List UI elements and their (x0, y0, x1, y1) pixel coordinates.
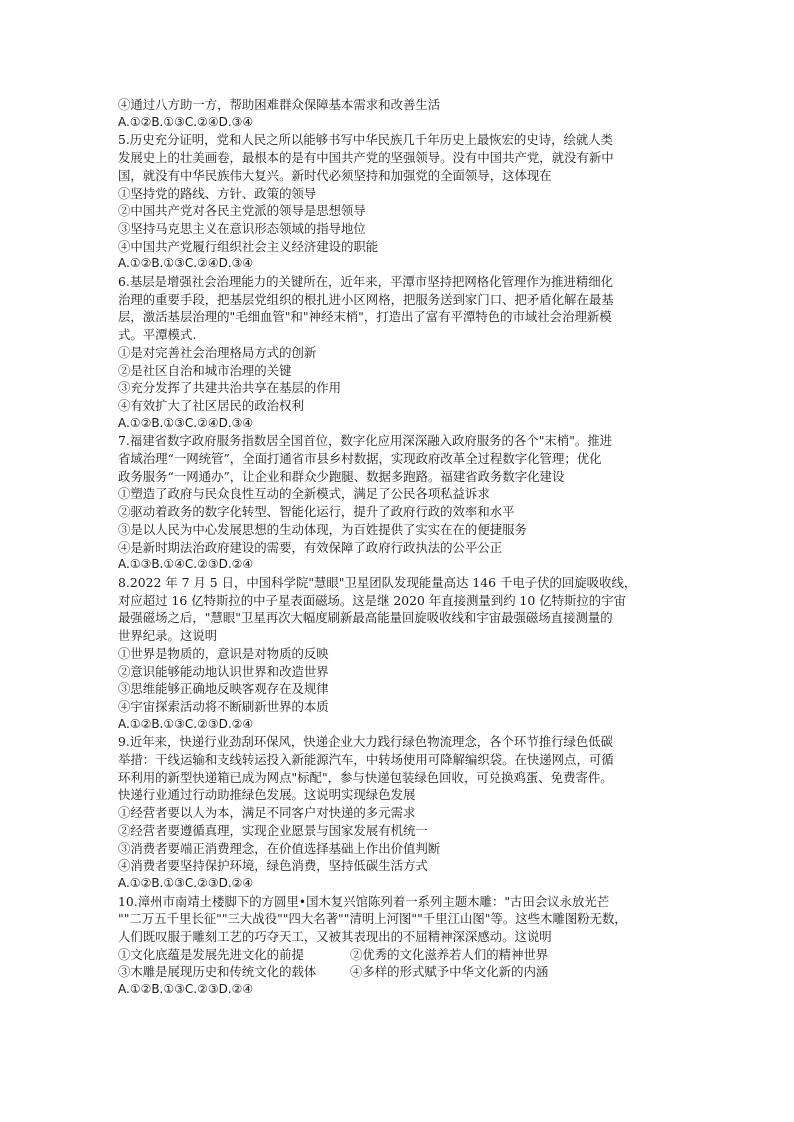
option-line: ④通过八方助一方，帮助困难群众保障基本需求和改善生活 (118, 97, 441, 112)
option-line: ③充分发挥了共建共治共享在基层的作用 (118, 380, 342, 396)
exam-page (118, 96, 678, 999)
question-stem-line: 世界纪录。这说明 (118, 628, 218, 644)
option-line: ③坚持马克思主义在意识形态领域的指导地位 (118, 220, 366, 236)
option-line: ④有效扩大了社区居民的政治权利 (118, 397, 304, 413)
option-line: ②驱动着政务的数字化转型、智能化运行，提升了政府行政的效率和水平 (118, 504, 515, 520)
answer-choices: A.①②B.①③C.②④D.③④ (118, 114, 254, 129)
option-line: ①文化底蕴是发展先进文化的前提 (118, 946, 304, 962)
question-stem-line: 8.2022 年 7 月 5 日，中国科学院"慧眼"卫星团队发现能量高达 146 千电子伏的回旋吸收线， (118, 574, 637, 590)
question-4-tail (118, 96, 678, 131)
option-line: ①塑造了政府与民众良性互动的全新模式，满足了公民各项私益诉求 (118, 486, 490, 502)
question-stem-line: 对应超过 16 亿特斯拉的中子星表面磁场。这是继 2020 年直接测量到约 10 亿特斯拉的宇宙 (118, 592, 626, 608)
question-7 (118, 432, 678, 574)
question-stem-line: 式。平潭模式. (118, 327, 197, 343)
question-10 (118, 893, 678, 999)
option-line: ②意识能够能动地认识世界和改造世界 (118, 663, 329, 679)
question-stem-line: 举措：干线运输和支线转运投入新能源汽车，中转场使用可降解编织袋。在快递网点，可循 (118, 752, 614, 768)
answer-choices: A.①②B.①③C.②③D.②④ (118, 875, 254, 890)
question-stem-line: 最强磁场之后，"慧眼"卫星再次大幅度刷新最高能量回旋吸收线和宇宙最强磁场直接测量的 (118, 610, 613, 626)
question-6 (118, 273, 678, 432)
option-line: ②经营者要遵循真理，实现企业愿景与国家发展有机统一 (118, 822, 428, 838)
question-stem-line: 省域治理“一网统管”，全面打通省市县乡村数据，实现政府改革全过程数字化管理；优化 (118, 451, 602, 467)
question-stem-line: 发展史上的壮美画卷，最根本的是有中国共产党的坚强领导。没有中国共产党，就没有新中 (118, 150, 614, 166)
answer-choices: A.①②B.①③C.②③D.②④ (118, 982, 254, 997)
option-line: ②是社区自治和城市治理的关键 (118, 362, 292, 378)
option-line: ③木雕是展现历史和传统文化的载体 (118, 964, 317, 980)
option-line: ①经营者要以人为本，满足不同客户对快递的多元需求 (118, 805, 416, 821)
option-line: ③思维能够正确地反映客观存在及规律 (118, 681, 329, 697)
option-line: ④多样的形式赋予中华文化新的内涵 (350, 964, 549, 980)
answer-choices: A.①②B.①③C.②④D.③④ (118, 415, 254, 430)
answer-choices: A.①③B.①④C.②③D.②④ (118, 557, 254, 572)
option-line: ④中国共产党履行组织社会主义经济建设的职能 (118, 238, 379, 254)
option-line: ①是对完善社会治理格局方式的创新 (118, 344, 317, 360)
question-9 (118, 733, 678, 892)
answer-choices: A.①②B.①③C.②④D.③④ (118, 256, 254, 271)
option-line: ②中国共产党对各民主党派的领导是思想领导 (118, 203, 366, 219)
option-line: ①世界是物质的，意识是对物质的反映 (118, 645, 329, 661)
option-line: ④宇宙探索活动将不断刷新世界的本质 (118, 698, 329, 714)
option-pair (118, 946, 678, 964)
option-line: ③消费者要端正消费理念，在价值选择基础上作出价值判断 (118, 840, 441, 856)
option-pair (118, 963, 678, 981)
question-stem-line: 6.基层是增强社会治理能力的关键所在，近年来，平潭市坚持把网格化管理作为推进精细化 (118, 274, 614, 290)
answer-choices: A.①②B.①③C.②③D.②④ (118, 716, 254, 731)
question-stem-line: 5.历史充分证明，党和人民之所以能够书写中华民族几千年历史上最恢宏的史诗，绘就人类 (118, 132, 614, 148)
question-stem-line: 快递行业通过行动助推绿色发展。这说明实现绿色发展 (118, 787, 416, 803)
question-stem-line: 人们既叹服于雕刻工艺的巧夺天工，又被其表现出的不屈精神深深感动。这说明 (118, 929, 552, 945)
question-stem-line: 层，激活基层治理的"毛细血管"和"神经末梢"，打造出了富有平潭特色的市域社会治理新模 (118, 309, 612, 325)
option-line: ③是以人民为中心发展思想的生动体现，为百姓提供了实实在在的便捷服务 (118, 521, 527, 537)
option-line: ④是新时期法治政府建设的需要，有效保障了政府行政执法的公平公正 (118, 539, 503, 555)
option-line: ④消费者要坚持保护环境，绿色消费，坚持低碳生活方式 (118, 858, 428, 874)
option-line: ①坚持党的路线、方针、政策的领导 (118, 185, 317, 201)
question-stem-line: ""二万五千里长征""三大战役""四大名著""清明上河图""千里江山图"等。这些木雕图粉无数， (118, 911, 627, 927)
question-stem-line: 7.福建省数字政府服务指数居全国首位，数字化应用深深融入政府服务的各个"末梢"。推进 (118, 433, 613, 449)
question-stem-line: 国，就没有中华民族伟大复兴。新时代必须坚持和加强党的全面领导，这体现在 (118, 167, 552, 183)
question-stem-line: 治理的重要手段，把基层党组织的根扎进小区网格，把服务送到家门口、把矛盾化解在最基 (118, 291, 614, 307)
question-8 (118, 574, 678, 733)
question-stem-line: 9.近年来，快递行业劲刮环保风，快递企业大力践行绿色物流理念，各个环节推行绿色低碳 (118, 734, 614, 750)
question-5 (118, 131, 678, 273)
question-stem-line: 环利用的新型快递箱已成为网点"标配"，参与快递包装绿色回收，可兑换鸡蛋、免费寄件。 (118, 769, 613, 785)
question-stem-line: 10.漳州市南靖土楼脚下的方圆里•国木复兴馆陈列着一系列主题木雕："古田会议永放光芒 (118, 893, 610, 909)
question-stem-line: 政务服务“一网通办”，让企业和群众少跑腿、数据多跑路。福建省政务数字化建设 (118, 468, 565, 484)
option-line: ②优秀的文化滋养若人们的精神世界 (350, 946, 549, 962)
